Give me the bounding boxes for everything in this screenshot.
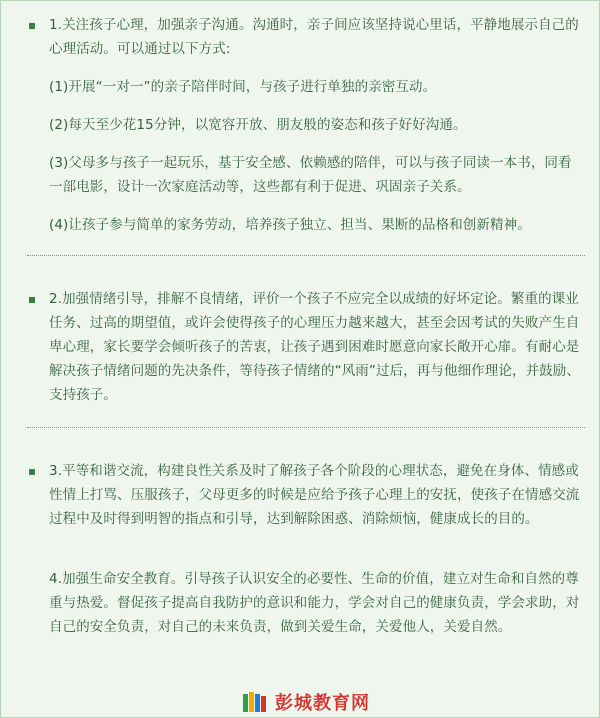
divider-2 <box>27 427 585 428</box>
divider-1 <box>27 255 585 256</box>
section-3 <box>1 459 599 639</box>
section-1-item-4: (4)让孩子参与简单的家务劳动，培养孩子独立、担当、果断的品格和创新精神。 <box>49 217 531 233</box>
site-logo <box>241 689 370 715</box>
logo-text: 彭城教育网 <box>275 693 370 714</box>
section-1-item-1: (1)开展“一对一”的亲子陪伴时间，与孩子进行单独的亲密互动。 <box>49 79 437 95</box>
section-1 <box>1 13 599 237</box>
section-2-text: 2.加强情绪引导，排解不良情绪，评价一个孩子不应完全以成绩的好坏定论。繁重的课业任务、过高的期望值，或许会使得孩子的心理压力越来越大，甚至会因考试的失败产生自卑心理，家长要学会倾听孩子的苦衷，让孩子遇到困难时愿意向家长敞开心扉。有耐心是解决孩子情绪问题的先决条件，等待孩子情绪的“风雨”过后，再与他细作理论，并鼓励、支持孩子。 <box>49 291 580 403</box>
section-4-text: 4.加强生命安全教育。引导孩子认识安全的必要性、生命的价值，建立对生命和自然的尊重与热爱。督促孩子提高自我防护的意识和能力，学会对自己的健康负责，学会求助，对自己的安全负责，对自己的未来负责，做到关爱生命，关爱他人，关爱自然。 <box>49 571 580 635</box>
section-1-item-2: (2)每天至少花15分钟，以宽容开放、朋友般的姿态和孩子好好沟通。 <box>49 117 467 133</box>
book-icon <box>241 690 269 714</box>
section-1-intro: 1.关注孩子心理，加强亲子沟通。沟通时，亲子间应该坚持说心里话，平静地展示自己的心理活动。可以通过以下方式: <box>49 17 579 57</box>
section-1-item-3: (3)父母多与孩子一起玩乐，基于安全感、依赖感的陪伴，可以与孩子同读一本书，同看一部电影，设计一次家庭活动等，这些都有利于促进、巩固亲子关系。 <box>49 155 572 195</box>
section-3-text: 3.平等和谐交流，构建良性关系及时了解孩子各个阶段的心理状态，避免在身体、情感或性情上打骂、压服孩子，父母更多的时候是应给予孩子心理上的安抚，使孩子在情感交流过程中及时得到明智的指点和引导，达到解除困惑、消除烦恼，健康成长的目的。 <box>49 463 580 527</box>
section-2 <box>1 287 599 407</box>
